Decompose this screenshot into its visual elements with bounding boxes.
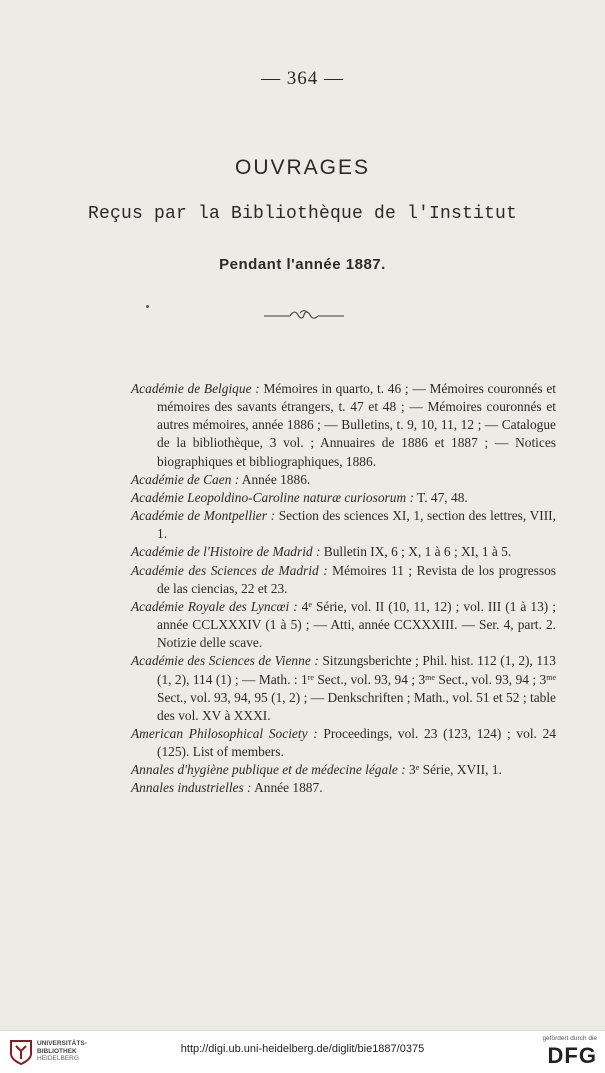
entry-academie-lyncoei: Académie Royale des Lyncœi : 4e Série, vol. II (10, 11, 12) ; vol. III (1 à 13) ; année CCLXXXIV (1 à 5) ; — Atti, année CCXXXIII. — Ser. 4, part. 2. Notizie delle scave. — [131, 598, 556, 651]
period-line: Pendant l'année 1887. — [219, 256, 386, 273]
entry-annales-industrielles: Annales industrielles : Année 1887. — [131, 780, 323, 796]
entry-academie-caen: Académie de Caen : Année 1886. — [131, 471, 311, 487]
section-subheading: Reçus par la Bibliothèque de l'Institut — [87, 204, 518, 224]
entry-academie-leopoldino: Académie Leopoldino-Caroline naturæ curiosorum : T. 47, 48. — [131, 489, 468, 505]
source-url-link[interactable]: http://digi.ub.uni-heidelberg.de/diglit/bie1887/0375 — [180, 1043, 425, 1055]
entry-academie-sciences-madrid: Académie des Sciences de Madrid : Mémoires 11 ; Revista de los progressos de las ciencias, 22 et 23. — [131, 562, 556, 596]
funding-note: gefördert durch die — [542, 1035, 597, 1042]
footer-bar — [0, 1030, 605, 1073]
entry-annales-hygiene: Annales d'hygiène publique et de médecine légale : 3e Série, XVII, 1. — [131, 762, 502, 778]
entries-list — [131, 380, 556, 798]
entry-academie-histoire-madrid: Académie de l'Histoire de Madrid : Bulletin IX, 6 ; X, 1 à 6 ; XI, 1 à 5. — [131, 544, 512, 560]
entry-academie-montpellier: Académie de Montpellier : Section des sciences XI, 1, section des lettres, VIII, 1. — [131, 508, 556, 542]
library-name: UNIVERSITÄTS- BIBLIOTHEK HEIDELBERG — [37, 1040, 87, 1062]
entry-academie-belgique: Académie de Belgique : Mémoires in quarto, t. 46 ; — Mémoires couronnés et mémoires des savants étrangers, t. 47 et 48 ; — Mémoires couronnés et autres mémoires, année 1886 ; — Bulletins, t. 9, 10, 11, 12 ; — Catalogue de la bibliothèque, 3 vol. ; Annuaires de 1886 et 1887 ; — Notices biographiques et bibliographiques, 1886. — [131, 381, 556, 469]
entry-american-philosophical: American Philosophical Society : Proceedings, vol. 23 (123, 124) ; vol. 24 (125). List of members. — [131, 725, 556, 760]
section-heading: OUVRAGES — [234, 156, 371, 179]
ornament-divider-icon — [262, 308, 346, 322]
page-number: — 364 — — [261, 68, 344, 89]
dfg-logo: DFG — [547, 1043, 597, 1068]
entry-academie-vienne: Académie des Sciences de Vienne : Sitzungsberichte ; Phil. hist. 112 (1, 2), 113 (1, 2), 114 (1) ; — Math. : 1re Sect., vol. 93, 94 ; $3^{me}$ Sect., vol. 93, 94 ; $3^{me}$ Sect., vol. 93, 94, 95 (1, 2) ; — Denkschriften ; Math., vol. 51 et 52 ; table des vol. XV à XXXI. — [131, 653, 556, 723]
ink-speck — [146, 305, 149, 308]
